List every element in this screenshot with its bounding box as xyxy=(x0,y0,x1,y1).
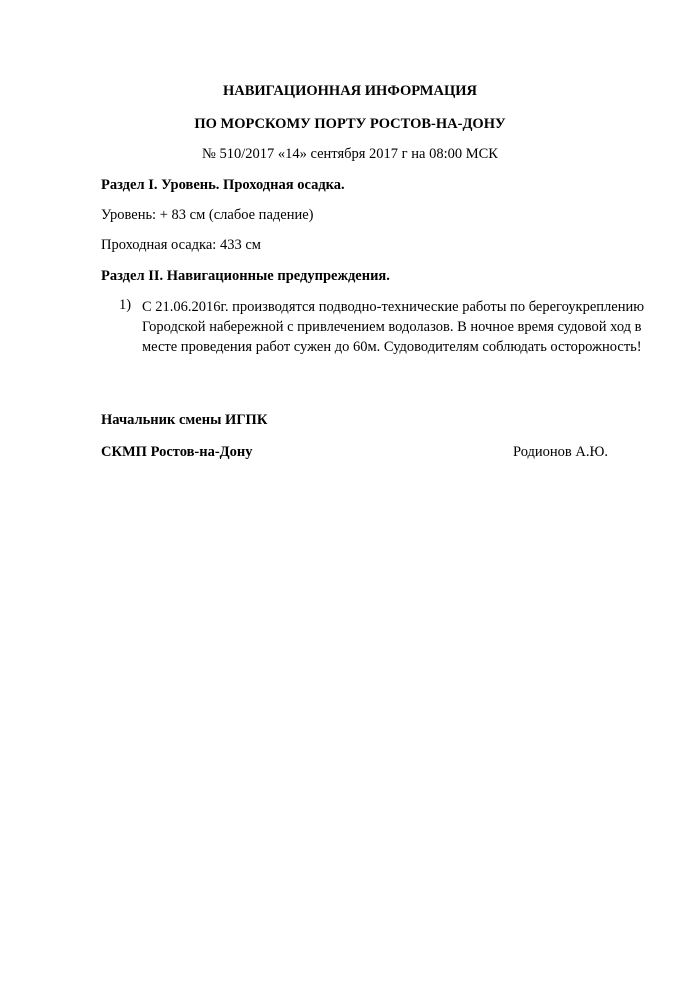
warning-item-number: 1) xyxy=(119,297,132,313)
warning-text-line: Городской набережной с привлечением водолазов. В ночное время судовой ход в xyxy=(142,319,642,335)
signature-position-line-2: СКМП Ростов-на-Дону xyxy=(101,444,253,460)
section-1-heading: Раздел I. Уровень. Проходная осадка. xyxy=(101,177,345,193)
warning-text-line: С 21.06.2016г. производятся подводно-технические работы по берегоукреплению xyxy=(142,299,645,315)
signature-position-line-1: Начальник смены ИГПК xyxy=(101,412,268,428)
warning-text-line: месте проведения работ сужен до 60м. Судоводителям соблюдать осторожность! xyxy=(142,339,642,355)
warning-item-text xyxy=(142,297,652,357)
section-2-heading: Раздел II. Навигационные предупреждения. xyxy=(101,268,390,284)
water-level-line: Уровень: + 83 см (слабое падение) xyxy=(101,207,314,223)
issue-line: № 510/2017 «14» сентября 2017 г на 08:00 МСК xyxy=(202,146,498,162)
document-title-line-2: ПО МОРСКОМУ ПОРТУ РОСТОВ-НА-ДОНУ xyxy=(194,116,506,132)
document-title-line-1: НАВИГАЦИОННАЯ ИНФОРМАЦИЯ xyxy=(222,83,477,99)
passage-draft-line: Проходная осадка: 433 см xyxy=(101,237,261,253)
signatory-name: Родионов А.Ю. xyxy=(513,444,609,460)
